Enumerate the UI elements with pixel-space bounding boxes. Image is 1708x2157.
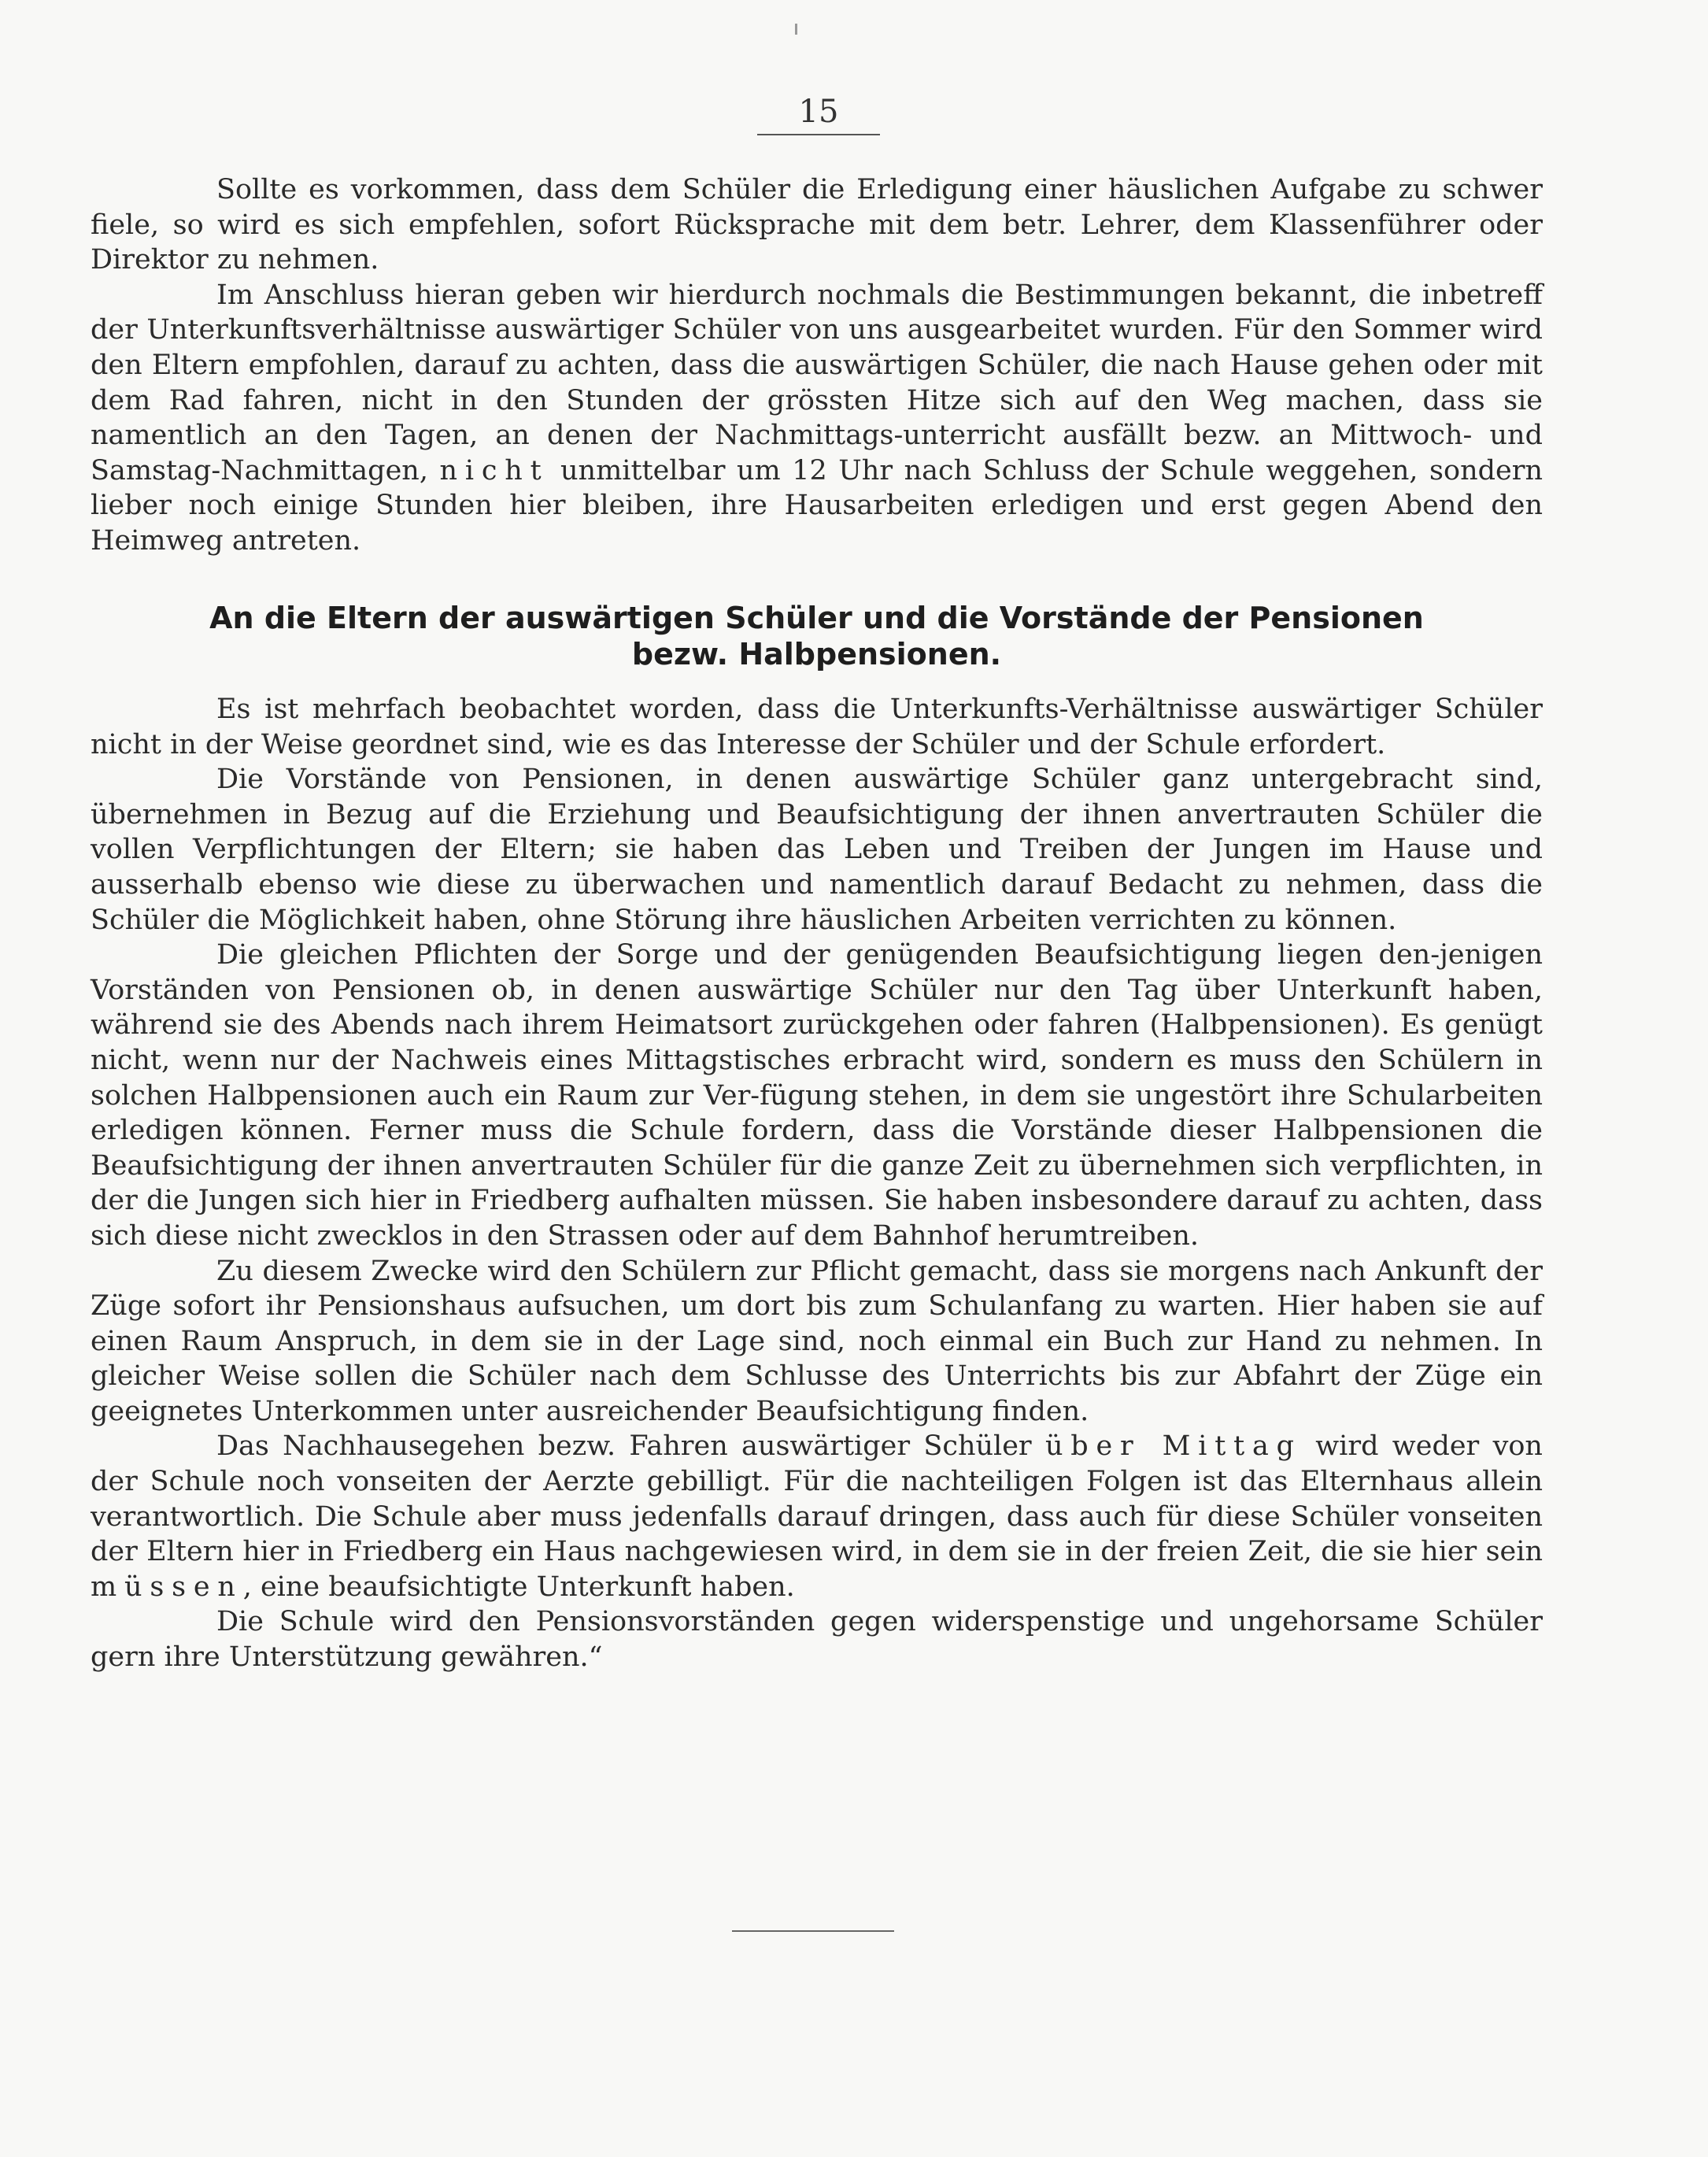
intro-paragraph-2 <box>91 278 1543 559</box>
intro-paragraph-2-text-b: unmittelbar um 12 Uhr nach Schluss der Schule weggehen, sondern lieber noch einige Stunden hier bleiben, ihre Hausarbeiten erledigen und erst gegen Abend den Heimweg antreten. <box>91 454 1543 557</box>
page-number: 15 <box>798 94 839 130</box>
body-paragraph-4: Zu diesem Zwecke wird den Schülern zur Pflicht gemacht, dass sie morgens nach Ankunft der Züge sofort ihr Pensionshaus aufsuchen, um dort bis zum Schulanfang zu warten. Hier haben sie auf einen Raum Anspruch, in dem sie in der Lage sind, noch einmal ein Buch zur Hand zu nehmen. In gleicher Weise sollen die Schüler nach dem Schlusse des Unterrichts bis zur Abfahrt der Züge ein geeignetes Unterkommen unter ausreichender Beaufsichtigung finden. <box>91 1255 1543 1427</box>
intro-section <box>91 172 1543 559</box>
page-number-rule <box>757 134 880 135</box>
body-paragraph-2: Die Vorstände von Pensionen, in denen auswärtige Schüler ganz untergebracht sind, übernehmen in Bezug auf die Erziehung und Beaufsichtigung der ihnen anvertrauten Schüler die vollen Verpflichtungen der Eltern; sie haben das Leben und Treiben der Jungen im Hause und ausserhalb ebenso wie diese zu überwachen und namentlich darauf Bedacht zu nehmen, dass die Schüler die Möglichkeit haben, ohne Störung ihre häuslichen Arbeiten verrichten zu können. <box>91 764 1543 936</box>
scan-speck <box>795 24 797 35</box>
intro-paragraph-2-emphasis: nicht <box>439 454 549 487</box>
body-paragraph-3: Die gleichen Pflichten der Sorge und der genügenden Beaufsichtigung liegen den-jenigen Vorständen von Pensionen ob, in denen auswärtige Schüler nur den Tag über Unterkunft haben, während sie des Abends nach ihrem Heimatsort zurückgehen oder fahren (Halbpensionen). Es genügt nicht, wenn nur der Nachweis eines Mittagstisches erbracht wird, sondern es muss den Schülern in solchen Halbpensionen auch ein Raum zur Ver-fügung stehen, in dem sie ungestört ihre Schularbeiten erledigen können. Ferner muss die Schule fordern, dass die Vorstände dieser Halbpensionen die Beaufsichtigung der ihnen anvertrauten Schüler für die ganze Zeit zu übernehmen sich verpflichten, in der die Jungen sich hier in Friedberg aufhalten müssen. Sie haben insbesondere darauf zu achten, dass sich diese nicht zwecklos in den Strassen oder auf dem Bahnhof herumtreiben. <box>91 939 1543 1252</box>
intro-paragraph-2-text-a: Im Anschluss hieran geben wir hierdurch nochmals die Bestimmungen bekannt, die inbetreff der Unterkunftsverhältnisse auswärtiger Schüler von uns ausgearbeitet wurden. Für den Sommer wird den Eltern empfohlen, darauf zu achten, dass die auswärtigen Schüler, die nach Hause gehen oder mit dem Rad fahren, nicht in den Stunden der grössten Hitze sich auf den Weg machen, dass sie namentlich an den Tagen, an denen der Nachmittags-unterricht ausfällt bezw. an Mittwoch- und Samstag-Nachmittagen, <box>91 279 1543 487</box>
section-heading <box>91 600 1543 672</box>
section-heading-line-1: An die Eltern der auswärtigen Schüler und die Vorstände der Pensionen <box>209 601 1424 635</box>
body-paragraph-5 <box>91 1429 1543 1604</box>
section-heading-line-2: bezw. Halbpensionen. <box>631 637 1002 672</box>
body-paragraph-5-text-c: , eine beaufsichtigte Unterkunft haben. <box>242 1571 795 1603</box>
closing-rule <box>732 1930 894 1932</box>
body-paragraph-5-emphasis-1: über Mittag <box>1044 1430 1302 1463</box>
body-paragraph-5-text-a: Das Nachhausegehen bezw. Fahren auswärtiger Schüler <box>216 1430 1032 1463</box>
body-paragraph-1: Es ist mehrfach beobachtet worden, dass die Unterkunfts-Verhältnisse auswärtiger Schüler nicht in der Weise geordnet sind, wie es das Interesse der Schüler und der Schule erfordert. <box>91 694 1543 760</box>
body-paragraph-6: Die Schule wird den Pensionsvorständen gegen widerspenstige und ungehorsame Schüler gern ihre Unterstützung gewähren.“ <box>91 1606 1543 1674</box>
intro-paragraph-1: Sollte es vorkommen, dass dem Schüler die Erledigung einer häuslichen Aufgabe zu schwer fiele, so wird es sich empfehlen, sofort Rücksprache mit dem betr. Lehrer, dem Klassenführer oder Direktor zu nehmen. <box>91 174 1543 276</box>
body-paragraph-5-text-b: wird weder von der Schule noch vonseiten der Aerzte gebilligt. Für die nachteiligen Folgen ist das Elternhaus allein verantwortlich. Die Schule aber muss jedenfalls darauf dringen, dass auch für diese Schüler vonseiten der Eltern hier in Friedberg ein Haus nachgewiesen wird, in dem sie in der freien Zeit, die sie hier sein <box>91 1430 1543 1568</box>
body-paragraph-5-emphasis-2: müssen <box>91 1571 243 1603</box>
regulations-section <box>91 692 1543 1675</box>
